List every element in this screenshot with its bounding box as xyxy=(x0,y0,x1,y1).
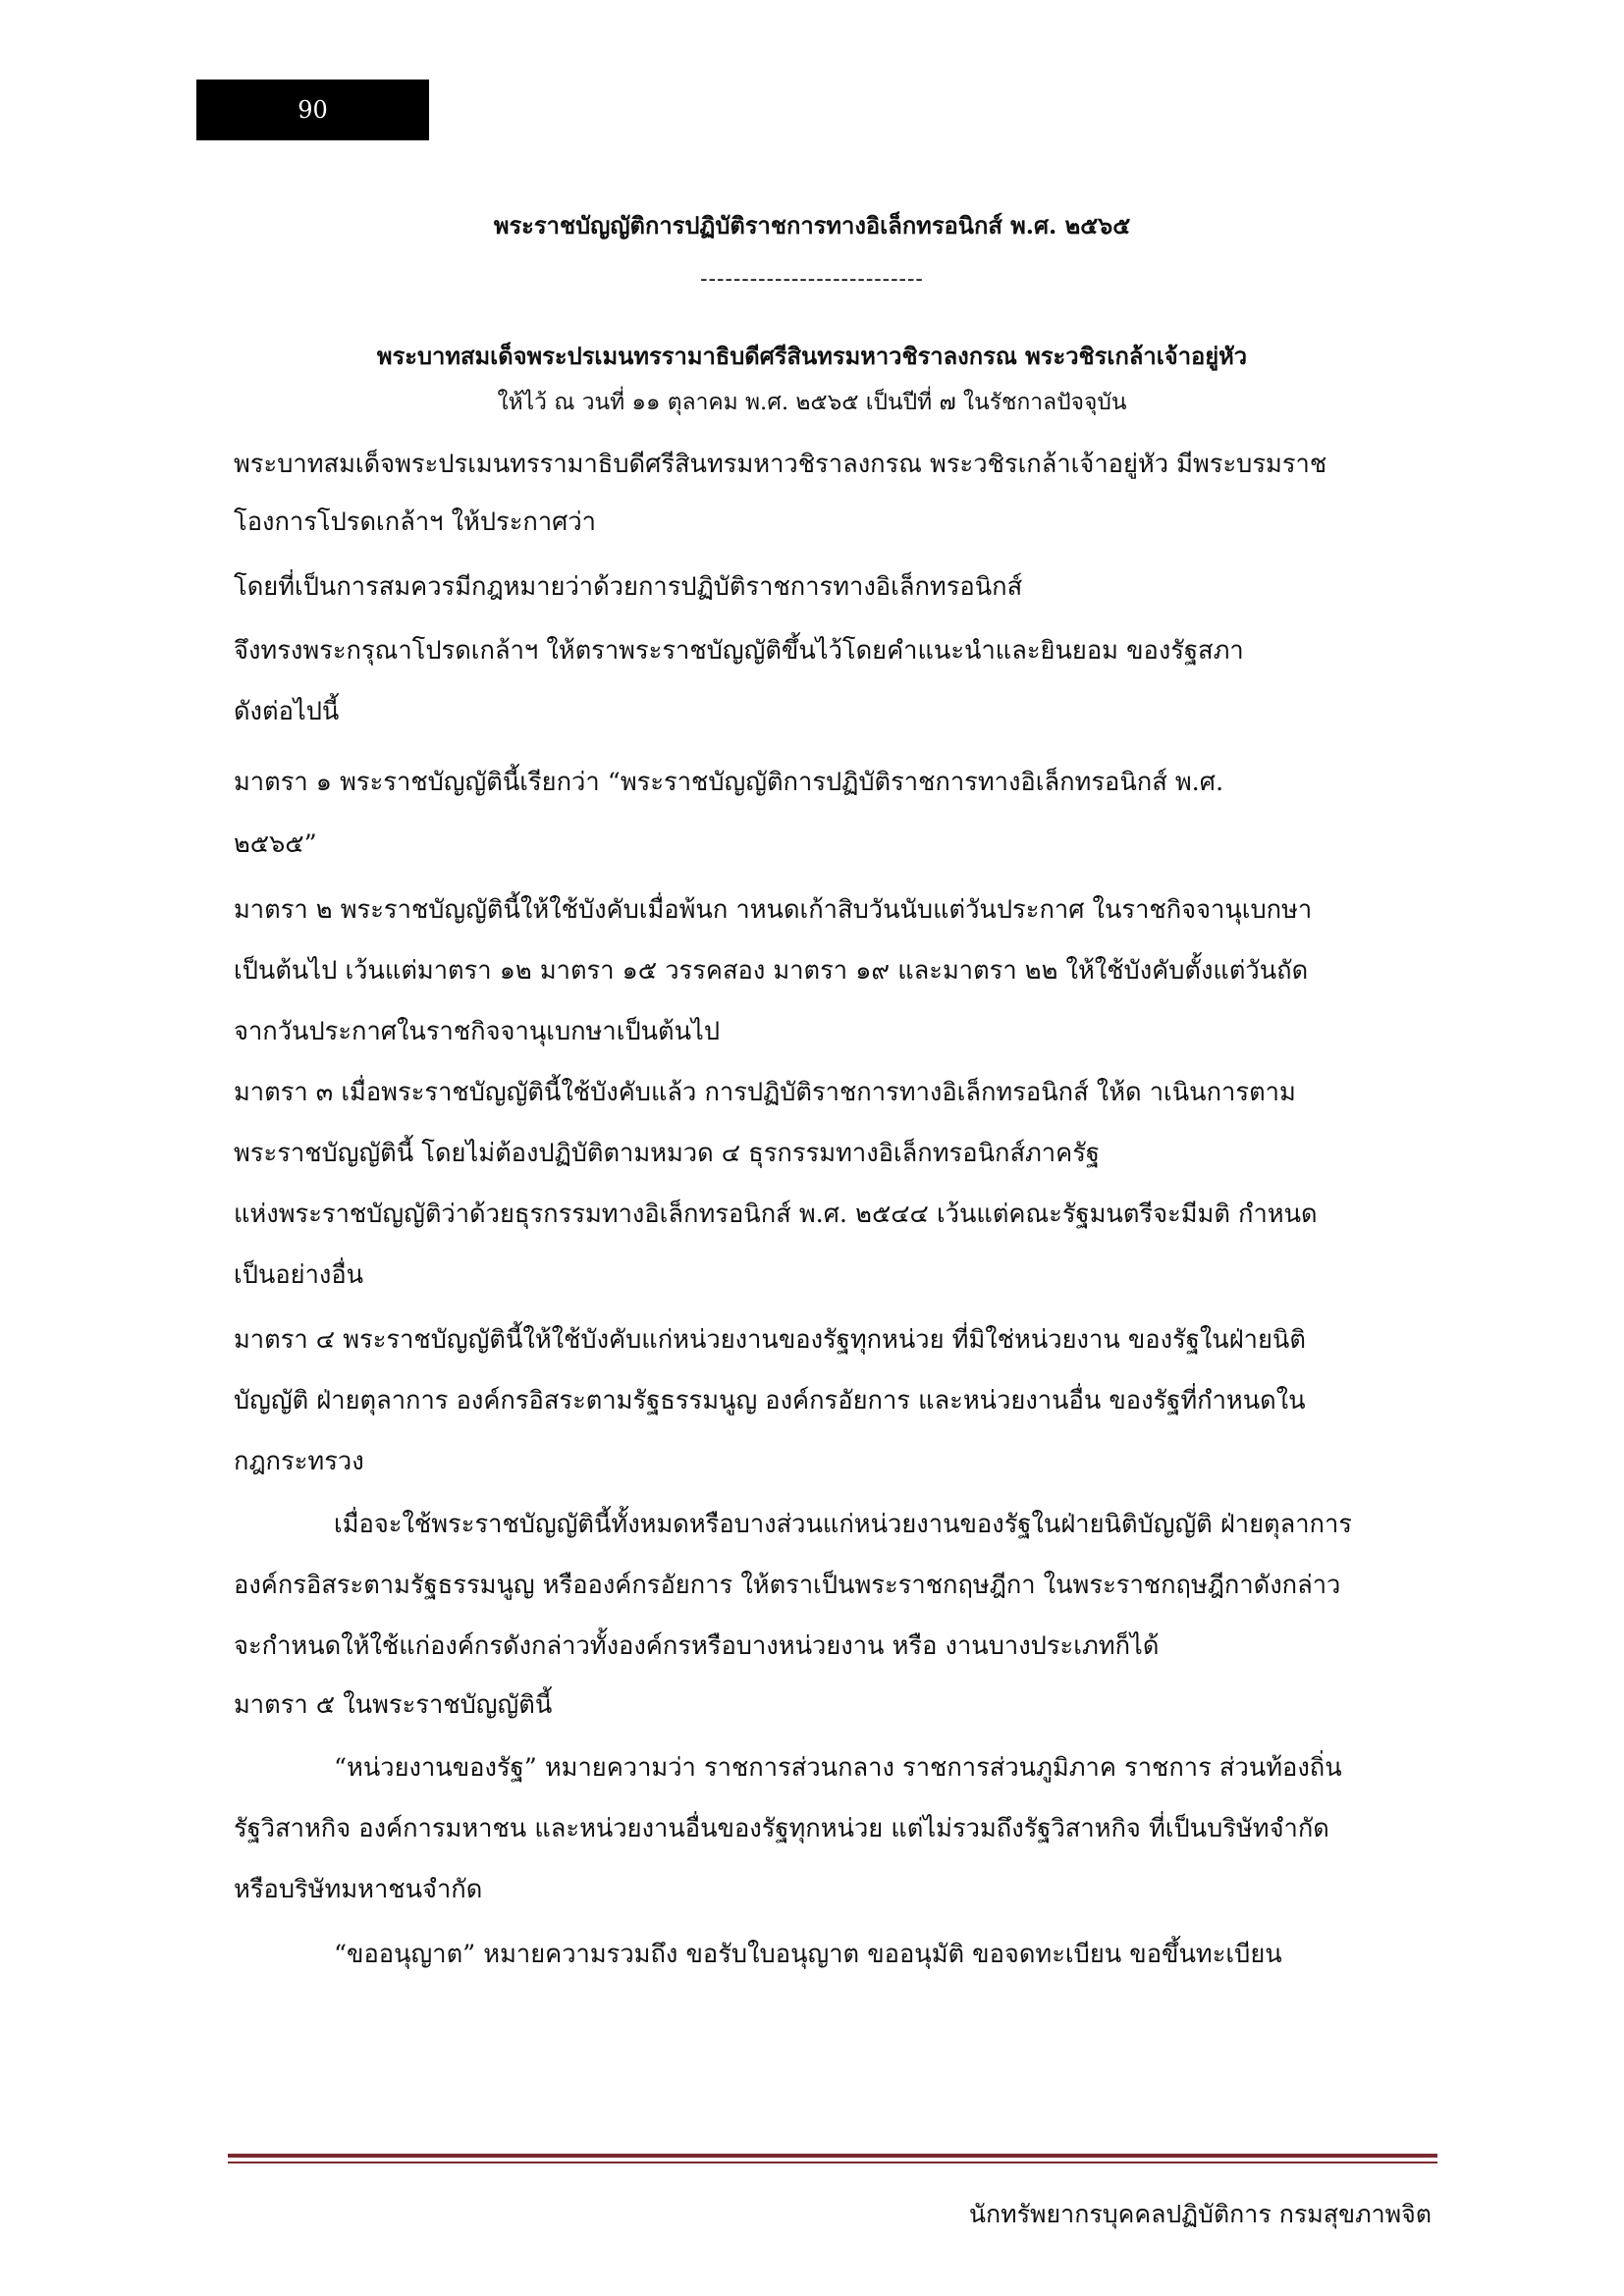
body-line: กฎกระทรวง xyxy=(234,1447,364,1476)
section-1: มาตรา ๑ พระราชบัญญัตินี้เรียกว่า “พระราชบัญญัติการปฏิบัติราชการทางอิเล็กทรอนิกส์ พ.ศ. xyxy=(234,768,1224,797)
body-line: หรือบริษัทมหาชนจำกัด xyxy=(234,1875,483,1904)
body-line: ดังต่อไปนี้ xyxy=(234,697,340,726)
footer-text: นักทรัพยากรบุคคลปฏิบัติการ กรมสุขภาพจิต xyxy=(968,2200,1432,2228)
footer-divider xyxy=(228,2154,1437,2163)
body-line: จะกำหนดให้ใช้แก่องค์กรดังกล่าวทั้งองค์กรหรือบางหน่วยงาน หรือ งานบางประเภทก็ได้ xyxy=(234,1631,1160,1661)
body-line: จากวันประกาศในราชกิจจานุเบกษาเป็นต้นไป xyxy=(234,1017,721,1046)
body-line: พระราชบัญญัตินี้ โดยไม่ต้องปฏิบัติตามหมวด ๔ ธุรกรรมทางอิเล็กทรอนิกส์ภาครัฐ xyxy=(234,1139,1100,1168)
title-divider: --------------------------- xyxy=(700,267,924,292)
body-line: เมื่อจะใช้พระราชบัญญัตินี้ทั้งหมดหรือบางส่วนแก่หน่วยงานของรัฐในฝ่ายนิติบัญญัติ ฝ่ายตุลาการ xyxy=(334,1510,1353,1539)
body-line: ๒๕๖๕” xyxy=(234,829,317,859)
section-5: มาตรา ๕ ในพระราชบัญญัตินี้ xyxy=(234,1690,553,1720)
body-line: พระบาทสมเด็จพระปรเมนทรรามาธิบดีศรีสินทรมหาวชิราลงกรณ พระวชิรเกล้าเจ้าอยู่หัว มีพระบรมราช xyxy=(234,450,1327,479)
section-4: มาตรา ๔ พระราชบัญญัตินี้ให้ใช้บังคับแก่หน่วยงานของรัฐทุกหน่วย ที่มิใช่หน่วยงาน ของรัฐในฝ่ายนิติ xyxy=(234,1325,1306,1355)
body-line: เป็นต้นไป เว้นแต่มาตรา ๑๒ มาตรา ๑๕ วรรคสอง มาตรา ๑๙ และมาตรา ๒๒ ให้ใช้บังคับตั้งแต่วันถัด xyxy=(234,956,1309,986)
section-2: มาตรา ๒ พระราชบัญญัตินี้ให้ใช้บังคับเมื่อพ้นก าหนดเก้าสิบวันนับแต่วันประกาศ ในราชกิจจานุเบกษา xyxy=(234,895,1313,925)
definition-line: “หน่วยงานของรัฐ” หมายความว่า ราชการส่วนกลาง ราชการส่วนภูมิภาค ราชการ ส่วนท้องถิ่น xyxy=(334,1753,1342,1783)
act-title: พระราชบัญญัติการปฏิบัติราชการทางอิเล็กทรอนิกส์ พ.ศ. ๒๕๖๕ xyxy=(493,212,1131,240)
body-line: จึงทรงพระกรุณาโปรดเกล้าฯ ให้ตราพระราชบัญญัติขึ้นไว้โดยคำแนะนำและยินยอม ของรัฐสภา xyxy=(234,636,1244,666)
page-number: 90 xyxy=(196,80,429,140)
body-line: องค์กรอิสระตามรัฐธรรมนูญ หรือองค์กรอัยการ ให้ตราเป็นพระราชกฤษฎีกา ในพระราชกฤษฎีกาดังกล่าว xyxy=(234,1571,1341,1600)
given-date: ให้ไว้ ณ วนที่ ๑๑ ตุลาคม พ.ศ. ๒๕๖๕ เป็นปีที่ ๗ ในรัชกาลปัจจุบัน xyxy=(497,390,1127,415)
body-line: โดยที่เป็นการสมควรมีกฎหมายว่าด้วยการปฏิบัติราชการทางอิเล็กทรอนิกส์ xyxy=(234,572,1023,602)
section-3: มาตรา ๓ เมื่อพระราชบัญญัตินี้ใช้บังคับแล้ว การปฏิบัติราชการทางอิเล็กทรอนิกส์ ให้ด าเนินการตาม xyxy=(234,1078,1296,1107)
body-line: บัญญัติ ฝ่ายตุลาการ องค์กรอิสระตามรัฐธรรมนูญ องค์กรอัยการ และหน่วยงานอื่น ของรัฐที่กำหนดใน xyxy=(234,1386,1306,1415)
body-line: รัฐวิสาหกิจ องค์การมหาชน และหน่วยงานอื่นของรัฐทุกหน่วย แต่ไม่รวมถึงรัฐวิสาหกิจ ที่เป็นบริษัทจำกัด xyxy=(234,1814,1329,1843)
definition-line: “ขออนุญาต” หมายความรวมถึง ขอรับใบอนุญาต ขออนุมัติ ขอจดทะเบียน ขอขึ้นทะเบียน xyxy=(334,1940,1282,1969)
body-line: แห่งพระราชบัญญัติว่าด้วยธุรกรรมทางอิเล็กทรอนิกส์ พ.ศ. ๒๕๔๔ เว้นแต่คณะรัฐมนตรีจะมีมติ กำหนด xyxy=(234,1200,1318,1229)
body-line: เป็นอย่างอื่น xyxy=(234,1260,364,1290)
body-line: โองการโปรดเกล้าฯ ให้ประกาศว่า xyxy=(234,507,597,537)
king-name: พระบาทสมเด็จพระปรเมนทรรามาธิบดีศรีสินทรมหาวชิราลงกรณ พระวชิรเกล้าเจ้าอยู่หัว xyxy=(376,343,1248,370)
